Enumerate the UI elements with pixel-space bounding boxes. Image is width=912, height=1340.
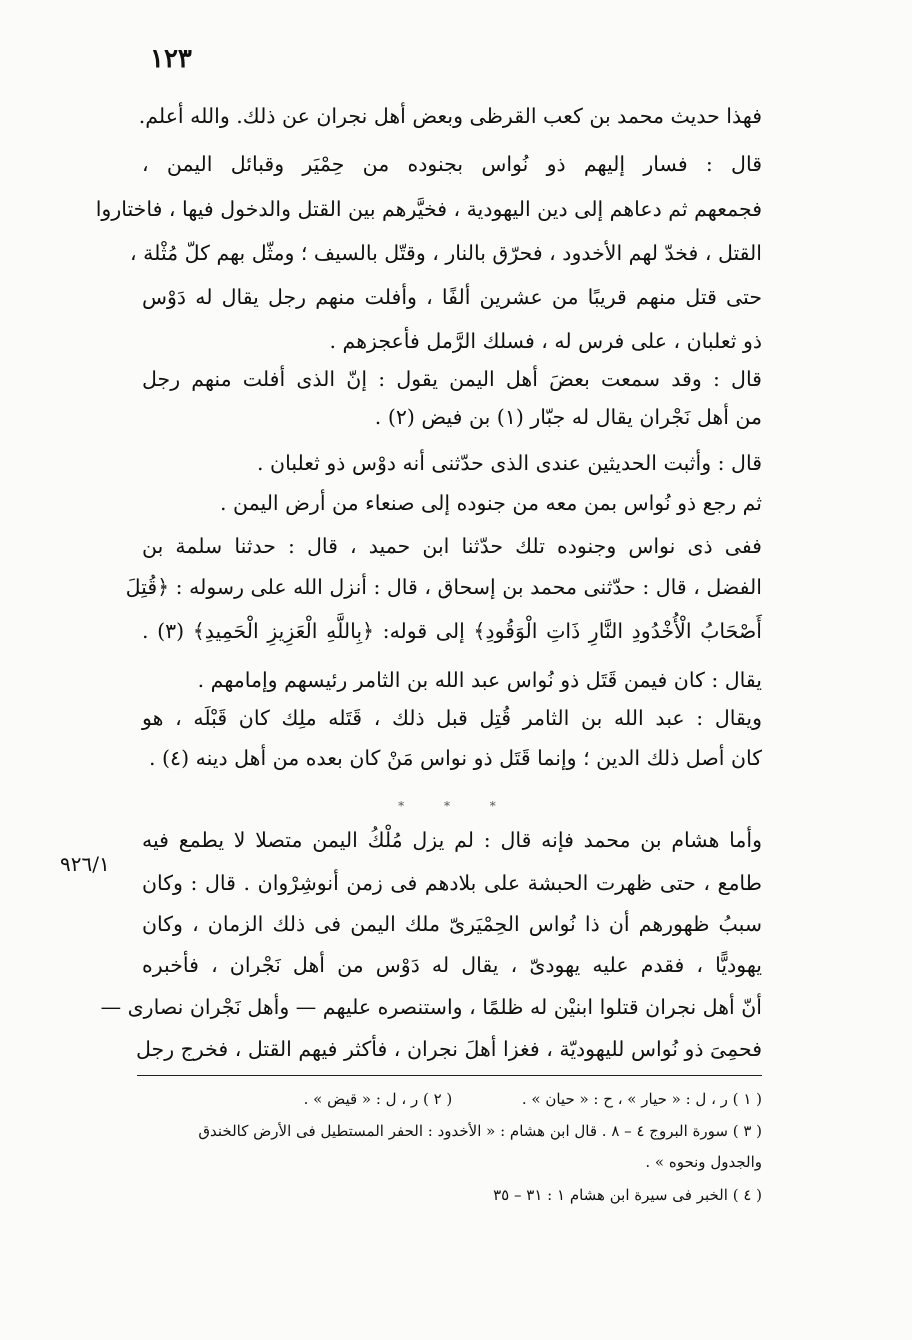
page-number: ١٢٣ — [150, 44, 192, 74]
body-line: يهوديًّا ، فقدم عليه يهودىّ ، يقال له دَوْس من أهل نَجْران ، فأخبره — [142, 953, 762, 977]
body-line: قال : وقد سمعت بعضَ أهل اليمن يقول : إنّ الذى أفلت منهم رجل — [142, 367, 762, 391]
body-line: ذو ثعلبان ، على فرس له ، فسلك الرَّمل فأعجزهم . — [329, 329, 762, 353]
body-line: أَصْحَابُ الْأُخْدُودِ النَّارِ ذَاتِ الْوَقُودِ﴾ إلى قوله: ﴿بِاللَّهِ الْعَزِيزِ الْحَمِيدِ﴾ (٣) . — [142, 619, 763, 643]
body-line: حتى قتل منهم قريبًا من عشرين ألفًا ، وأفلت منهم رجل يقال له دَوْس — [142, 285, 762, 309]
footnote-4: ( ٤ ) الخبر فى سيرة ابن هشام ١ : ٣١ – ٣٥ — [493, 1186, 762, 1204]
body-line: القتل ، فخدّ لهم الأخدود ، فحرّق بالنار ، وقتّل بالسيف ؛ ومثّل بهم كلّ مُثْلة ، — [130, 241, 762, 265]
body-line: قال : فسار إليهم ذو نُواس بجنوده من حِمْيَر وقبائل اليمن ، — [142, 152, 762, 176]
body-line: وأما هشام بن محمد فإنه قال : لم يزل مُلْكُ اليمن متصلا لا يطمع فيه — [142, 828, 762, 852]
body-line: سببُ ظهورهم أن ذا نُواس الحِمْيَرىّ ملك اليمن فى ذلك الزمان ، وكان — [142, 912, 762, 936]
body-line: فجمعهم ثم دعاهم إلى دين اليهودية ، فخيَّرهم بين القتل والدخول فيها ، فاختاروا — [95, 197, 762, 221]
body-line: ويقال : عبد الله بن الثامر قُتِل قبل ذلك ، قَتَله ملِك كان قَبْلَه ، هو — [142, 706, 762, 730]
body-line: فحمِىَ ذو نُواس لليهوديّة ، فغزا أهلَ نجران ، فأكثر فيهم القتل ، فخرج رجل — [136, 1037, 762, 1061]
footnote-3: ( ٣ ) سورة البروج ٤ – ٨ . قال ابن هشام : « الأخدود : الحفر المستطيل فى الأرض كالخندق — [198, 1122, 762, 1140]
body-line: ففى ذى نواس وجنوده تلك حدّثنا ابن حميد ، قال : حدثنا سلمة بن — [142, 534, 762, 558]
body-line: الفضل ، قال : حدّثنى محمد بن إسحاق ، قال : أنزل الله على رسوله : ﴿قُتِلَ — [125, 575, 762, 599]
footnote-2: ( ٢ ) ر ، ل : « قيض » . — [303, 1090, 453, 1108]
body-line: قال : وأثبت الحديثين عندى الذى حدّثنى أنه دوْس ذو ثعلبان . — [256, 451, 762, 475]
body-line: فهذا حديث محمد بن كعب القرظى وبعض أهل نجران عن ذلك. والله أعلم. — [138, 104, 762, 128]
body-line: أنّ أهل نجران قتلوا ابنيْن له ظلمًا ، واستنصره عليهم — وأهل نَجْران نصارى — — [100, 995, 762, 1019]
body-line: كان أصل ذلك الدين ؛ وإنما قَتَل ذو نواس مَنْ كان بعده من أهل دينه (٤) . — [149, 746, 762, 770]
footnote-row — [137, 1090, 762, 1108]
section-separator: * * * — [398, 799, 514, 813]
body-line: ثم رجع ذو نُواس بمن معه من جنوده إلى صنعاء من أرض اليمن . — [220, 491, 762, 515]
footnote-rule — [137, 1075, 762, 1076]
footnote-1: ( ١ ) ر ، ل : « حيار » ، ح : « حيان » . — [521, 1090, 762, 1108]
body-line: يقال : كان فيمن قَتَل ذو نُواس عبد الله بن الثامر رئيسهم وإمامهم . — [197, 668, 762, 692]
body-line: من أهل نَجْران يقال له جبّار (١) بن فيض (٢) . — [374, 405, 762, 429]
margin-reference: ٩٢٦/١ — [60, 852, 110, 876]
footnote-3-continued: والجدول ونحوه » . — [645, 1153, 762, 1171]
body-line: طامع ، حتى ظهرت الحبشة على بلادهم فى زمن أنوشِرْوان . قال : وكان — [142, 871, 762, 895]
